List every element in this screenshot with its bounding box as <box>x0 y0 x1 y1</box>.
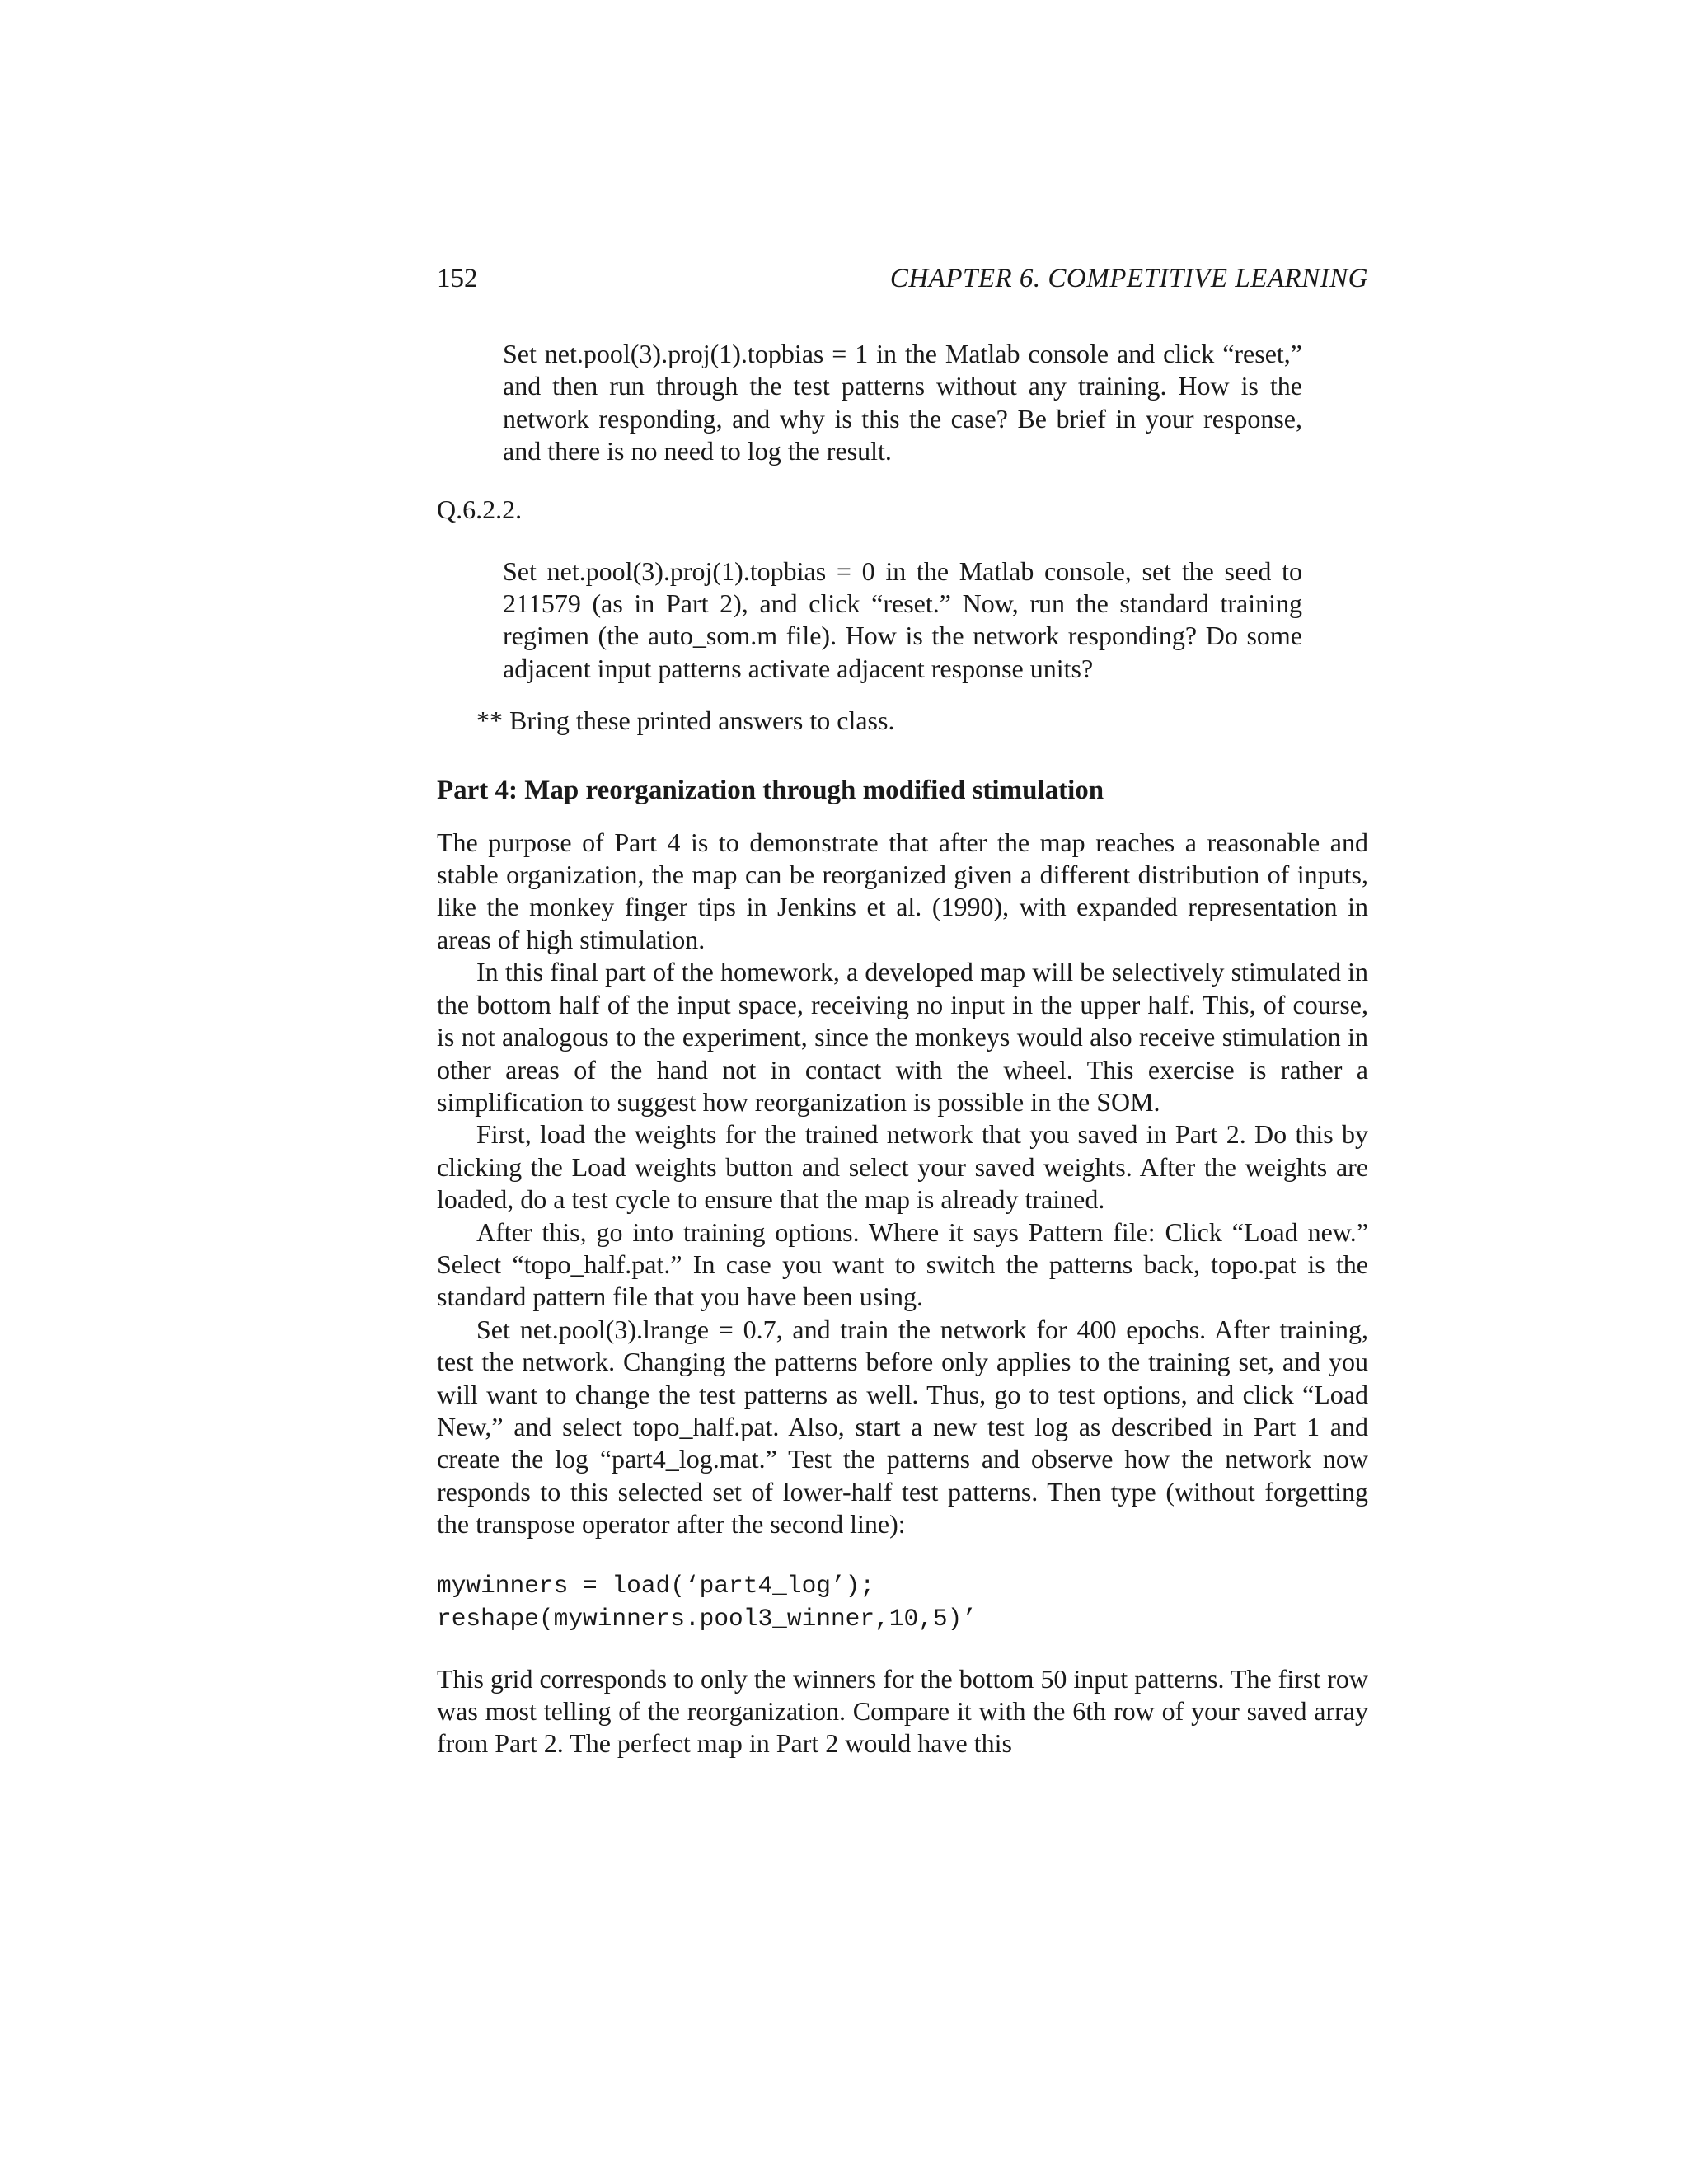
code-block <box>437 1569 1368 1635</box>
question-intro-block <box>503 338 1302 468</box>
paragraph: First, load the weights for the trained network that you saved in Part 2. Do this by clicking the Load weights button and select your saved weights. After the weights are loaded, do a test cycle to ensure that the map is already trained. <box>437 1119 1368 1215</box>
question-intro-text: Set net.pool(3).proj(1).topbias = 1 in the Matlab console and click “reset,” and then run through the test patterns without any training. How is the network responding, and why is this the case? Be brief in your response, and there is no need to log the result. <box>503 339 1302 466</box>
closing-paragraph: This grid corresponds to only the winners for the bottom 50 input patterns. The first row was most telling of the reorganization. Compare it with the 6th row of your saved array from Part 2. The perfect map in Part 2 would have this <box>437 1663 1368 1759</box>
question-6-2-2-text: Set net.pool(3).proj(1).topbias = 0 in the Matlab console, set the seed to 211579 (as in Part 2), and click “reset.” Now, run the standard training regimen (the auto_som.m file). How is the network responding? Do some adjacent input patterns activate adjacent response units? <box>503 555 1302 683</box>
question-6-2-2-block <box>503 555 1302 686</box>
question-label: Q.6.2.2. <box>437 494 523 524</box>
paragraph: In this final part of the homework, a developed map will be selectively stimulated in the bottom half of the input space, receiving no input in the upper half. This, of course, is not analogous to the experiment, since the monkeys would also receive stimulation in other areas of the hand not in contact with the wheel. This exercise is rather a simplification to suggest how reorganization is possible in the SOM. <box>437 957 1368 1117</box>
bring-answers-note: ** Bring these printed answers to class. <box>476 705 895 736</box>
part4-body <box>437 827 1368 1541</box>
page-number: 152 <box>437 264 478 293</box>
running-header <box>437 262 1368 302</box>
paragraph: The purpose of Part 4 is to demonstrate that after the map reaches a reasonable and stable organization, the map can be reorganized given a different distribution of inputs, like the monkey finger tips in Jenkins et al. (1990), with expanded representation in areas of high stimulation. <box>437 827 1368 954</box>
code-line: mywinners = load(‘part4_log’); <box>437 1571 875 1600</box>
code-line: reshape(mywinners.pool3_winner,10,5)’ <box>437 1604 978 1633</box>
paragraph: After this, go into training options. Where it says Pattern file: Click “Load new.” Select “topo_half.pat.” In case you want to switch the patterns back, topo.pat is the standard pattern file that you have been using. <box>437 1216 1368 1312</box>
paragraph: Set net.pool(3).lrange = 0.7, and train the network for 400 epochs. After training, test the network. Changing the patterns before only applies to the training set, and you will want to change the test patterns as well. Thus, go to test options, and click “Load New,” and select topo_half.pat. Also, start a new test log as described in Part 1 and create the log “part4_log.mat.” Test the patterns and observe how the network now responds to this selected set of lower-half test patterns. Then type (without forgetting the transpose operator after the second line): <box>437 1314 1368 1540</box>
chapter-title: CHAPTER 6. COMPETITIVE LEARNING <box>889 264 1368 293</box>
section-heading-part4: Part 4: Map reorganization through modified stimulation <box>437 775 1104 805</box>
document-page <box>437 262 1368 1760</box>
